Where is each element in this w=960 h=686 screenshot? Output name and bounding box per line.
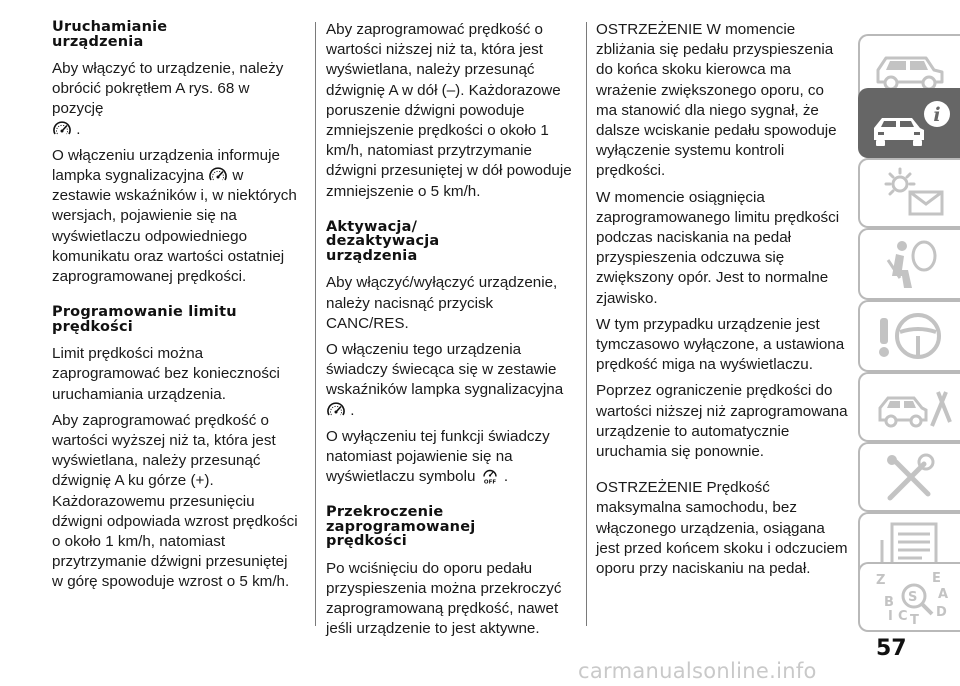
steering-wheel-icon <box>866 306 956 368</box>
svg-text:S: S <box>908 590 918 605</box>
svg-text:I: I <box>888 609 893 624</box>
paragraph: Po wciśnięciu do oporu pedału przyspieszenia można przekroczyć zaprogramowaną prędkość, nawet jeśli urządzenie to jest aktywne. <box>326 559 562 638</box>
speed-limiter-off-icon <box>480 467 500 484</box>
paragraph: W momencie osiągnięcia zaprogramowanego limitu prędkości podczas naciskania na pedał przyspieszenia odczuwa się zwiększony opór. Jest to normalne zjawisko. <box>596 188 840 307</box>
paragraph: Aby zaprogramować prędkość o wartości wyższej niż ta, która jest wyświetlana, należy przesunąć dźwignię A ku górze (+). Każdorazowemu przesunięciu dźwigni odpowiada wzrost prędkości o około 1 km/h, natomiast przytrzymanie dźwigni przesuniętej w górę spowoduje wzrost o 5 km/h. <box>52 411 298 591</box>
warning-paragraph: OSTRZEŻENIE Prędkość maksymalna samochodu, bez włączonego urządzenia, osiągana jest przed końcem skoku i odczuciem oporu przy naciskaniu na pedał. <box>596 479 848 578</box>
speed-limiter-icon <box>208 166 228 183</box>
svg-text:D: D <box>936 605 947 620</box>
paragraph: O włączeniu tego urządzenia świadczy świecąca się w zestawie wskaźników lampka sygnalizacyjna . <box>326 340 564 419</box>
column-divider <box>315 22 316 626</box>
tab-steering-wheel[interactable] <box>858 300 960 372</box>
car-breakdown-icon <box>866 378 956 440</box>
tab-car-breakdown[interactable] <box>858 372 960 442</box>
paragraph: Aby zaprogramować prędkość o wartości niższej niż ta, która jest wyświetlana, należy przesunąć dźwignię A w dół (–). Każdorazowe poruszenie dźwigni powoduje zmniejszenie prędkości o około 1 km/h, natomiast przytrzymanie dźwigni przesuniętej w dół powoduje zmniejszenie o 5 km/h. <box>326 21 572 200</box>
heading-aktywacja: Aktywacja/ dezaktywacja urządzenia <box>326 218 440 264</box>
tab-service-tools[interactable] <box>858 442 960 512</box>
column-3 <box>596 20 848 585</box>
speed-limiter-icon <box>52 120 72 137</box>
watermark: carmanualsonline.info <box>578 659 817 683</box>
svg-text:E: E <box>932 571 941 586</box>
column-divider <box>586 22 587 626</box>
page-number: 57 <box>876 636 907 661</box>
warning-paragraph: OSTRZEŻENIE W momencie zbliżania się pedału przyspieszenia do końca skoku kierowca ma wrażenie zwiększonego oporu, co ma stanowić dla niego sygnał, że dalsze wciskanie pedału spowoduje wyłączenie systemu kontroli prędkości. <box>596 21 837 180</box>
tab-airbag[interactable] <box>858 228 960 300</box>
heading-programowanie-limitu: Programowanie limitu prędkości <box>52 304 237 335</box>
paragraph: O włączeniu urządzenia informuje lampka sygnalizacyjna w zestawie wskaźników i, w niektórych wersjach, pojawienie się na wyświetlaczu odpowiedniego komunikatu oraz wartości ostatniej zaprogramowanej prędkości. <box>52 146 297 286</box>
tab-car-info[interactable] <box>858 88 960 158</box>
svg-text:C: C <box>898 609 908 624</box>
heading-uruchamianie: Uruchamianie urządzenia <box>52 19 168 50</box>
paragraph: Limit prędkości można zaprogramować bez konieczności uruchamiania urządzenia. <box>52 345 280 403</box>
tab-index[interactable] <box>858 562 960 632</box>
svg-text:Z: Z <box>876 573 886 588</box>
airbag-icon <box>866 234 956 296</box>
tab-warning-lights[interactable] <box>858 158 960 228</box>
svg-text:A: A <box>938 587 949 602</box>
heading-przekroczenie: Przekroczenie zaprogramowanej prędkości <box>326 504 476 550</box>
paragraph: W tym przypadku urządzenie jest tymczasowo wyłączone, a ustawiona prędkość miga na wyświetlaczu. <box>596 315 845 374</box>
service-tools-icon <box>866 448 956 510</box>
index-letters-icon <box>866 568 956 630</box>
paragraph: Aby włączyć to urządzenie, należy obrócić pokrętłem A rys. 68 w pozycję . <box>52 60 284 138</box>
column-1 <box>52 20 300 599</box>
svg-text:T: T <box>910 613 919 628</box>
paragraph: O wyłączeniu tej funkcji świadczy natomiast pojawienie się na wyświetlaczu symbolu OFF . <box>326 427 550 486</box>
svg-text:i: i <box>933 104 941 126</box>
svg-text:B: B <box>884 595 894 610</box>
off-label: OFF <box>483 479 496 485</box>
car-info-icon <box>866 94 956 156</box>
column-2 <box>326 20 576 646</box>
warning-lights-icon <box>866 164 956 226</box>
paragraph: Aby włączyć/wyłączyć urządzenie, należy nacisnąć przycisk CANC/RES. <box>326 274 558 332</box>
speed-limiter-icon <box>326 401 346 418</box>
paragraph: Poprzez ograniczenie prędkości do wartości niższej niż zaprogramowana urządzenie to automatycznie uruchamia się ponownie. <box>596 382 848 461</box>
